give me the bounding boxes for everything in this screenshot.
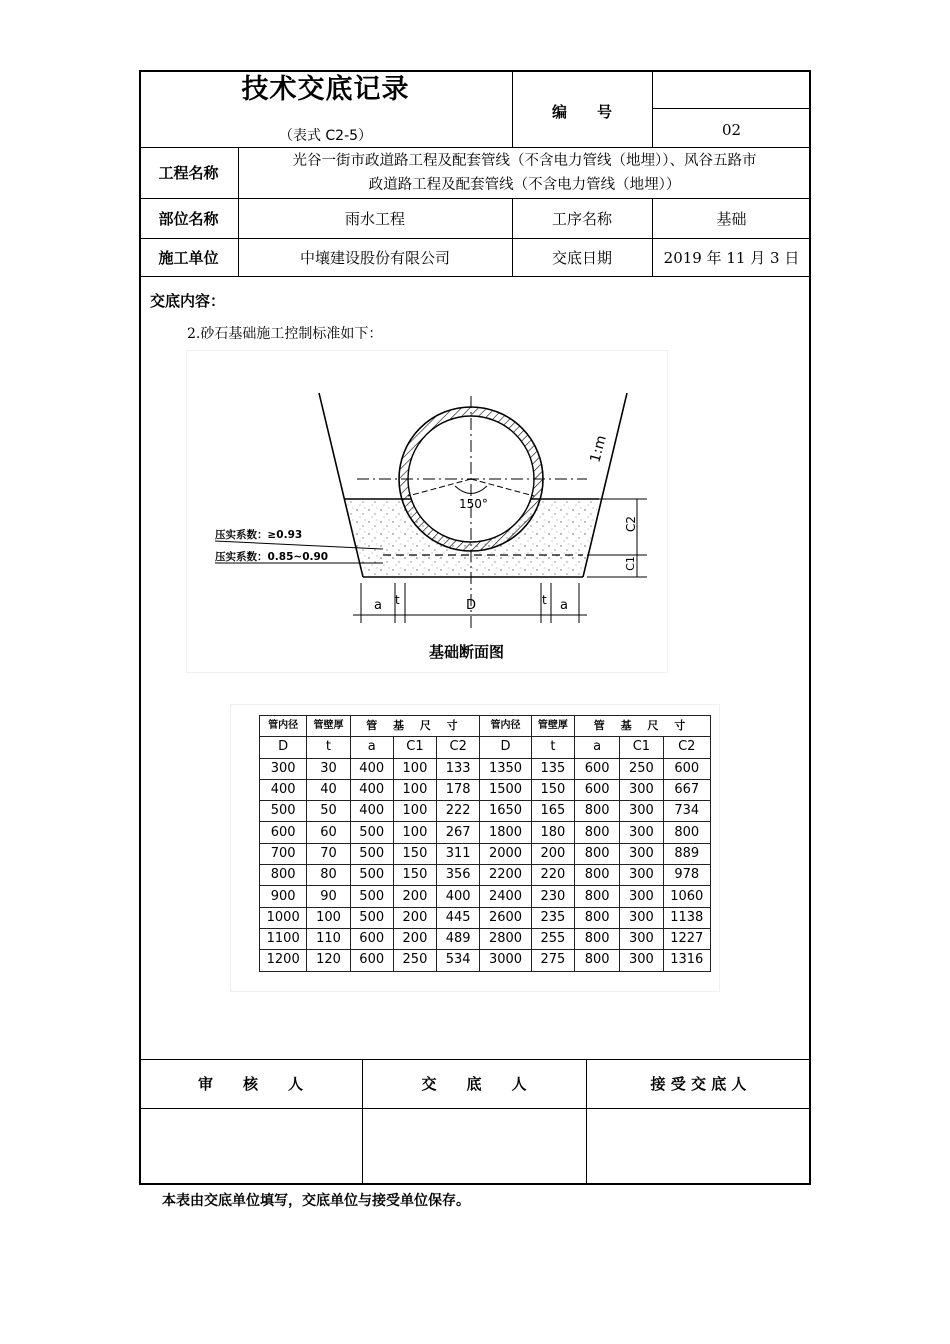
table-cell: 180 bbox=[531, 822, 574, 843]
sub-header: C2 bbox=[663, 737, 710, 758]
dim-c2-label: C2 bbox=[624, 515, 639, 533]
table-cell: 800 bbox=[575, 843, 620, 864]
table-cell: 200 bbox=[531, 843, 574, 864]
table-row bbox=[260, 886, 711, 907]
table-cell: 300 bbox=[620, 886, 663, 907]
col-header-inner-right: 管内径 bbox=[480, 716, 531, 737]
table-cell: 222 bbox=[437, 801, 480, 822]
table-cell: 300 bbox=[620, 928, 663, 949]
grid-line bbox=[139, 276, 811, 277]
pipe-base-table bbox=[259, 715, 711, 972]
pipe-base-table-figure bbox=[230, 704, 720, 992]
form-code: （表式 C2-5） bbox=[278, 128, 373, 144]
table-cell: 400 bbox=[260, 779, 307, 800]
table-cell: 250 bbox=[393, 950, 436, 971]
table-cell: 800 bbox=[575, 822, 620, 843]
col-header-base-left: 管 基 尺 寸 bbox=[350, 716, 480, 737]
page-title: 技术交底记录 bbox=[241, 74, 410, 105]
col-header-base-right: 管 基 尺 寸 bbox=[575, 716, 711, 737]
diagram-caption: 基础断面图 bbox=[429, 643, 505, 661]
table-cell: 500 bbox=[260, 801, 307, 822]
table-cell: 500 bbox=[350, 907, 393, 928]
table-cell: 2600 bbox=[480, 907, 531, 928]
dim-a-left-label: a bbox=[374, 598, 382, 613]
table-cell: 135 bbox=[531, 758, 574, 779]
sub-header: t bbox=[531, 737, 574, 758]
table-cell: 300 bbox=[620, 801, 663, 822]
table-cell: 400 bbox=[350, 779, 393, 800]
table-cell: 150 bbox=[393, 843, 436, 864]
date-label: 交底日期 bbox=[551, 248, 612, 267]
table-cell: 2200 bbox=[480, 865, 531, 886]
table-cell: 100 bbox=[393, 822, 436, 843]
table-cell: 250 bbox=[620, 758, 663, 779]
table-cell: 165 bbox=[531, 801, 574, 822]
table-cell: 70 bbox=[307, 843, 350, 864]
dim-t-left-label: t bbox=[395, 593, 400, 607]
sub-header: C2 bbox=[437, 737, 480, 758]
table-cell: 50 bbox=[307, 801, 350, 822]
part-value: 雨水工程 bbox=[344, 209, 405, 228]
project-name-line2: 政道路工程及配套管线（不含电力管线（地埋）） bbox=[368, 177, 681, 193]
table-cell: 80 bbox=[307, 865, 350, 886]
footer-note: 本表由交底单位填写，交底单位与接受单位保存。 bbox=[162, 1193, 470, 1209]
number-label: 编 号 bbox=[551, 103, 612, 121]
table-row bbox=[260, 779, 711, 800]
sub-header: a bbox=[350, 737, 393, 758]
discloser-signature-area[interactable] bbox=[363, 1109, 585, 1183]
table-cell: 600 bbox=[575, 779, 620, 800]
table-cell: 667 bbox=[663, 779, 710, 800]
table-cell: 30 bbox=[307, 758, 350, 779]
table-cell: 150 bbox=[531, 779, 574, 800]
table-row bbox=[260, 950, 711, 971]
project-label: 工程名称 bbox=[158, 164, 219, 182]
table-cell: 978 bbox=[663, 865, 710, 886]
table-cell: 800 bbox=[260, 865, 307, 886]
table-cell: 1227 bbox=[663, 928, 710, 949]
table-cell: 200 bbox=[393, 886, 436, 907]
table-cell: 400 bbox=[437, 886, 480, 907]
dim-d-label: D bbox=[466, 598, 477, 613]
dim-a-right-label: a bbox=[560, 598, 568, 613]
table-cell: 3000 bbox=[480, 950, 531, 971]
table-row bbox=[260, 843, 711, 864]
table-cell: 300 bbox=[620, 822, 663, 843]
table-cell: 400 bbox=[350, 758, 393, 779]
table-cell: 1650 bbox=[480, 801, 531, 822]
dim-t-right-label: t bbox=[542, 593, 547, 607]
reviewer-label: 审 核 人 bbox=[197, 1075, 303, 1093]
table-cell: 90 bbox=[307, 886, 350, 907]
table-cell: 500 bbox=[350, 822, 393, 843]
slope-label: 1:m bbox=[587, 433, 610, 465]
table-cell: 311 bbox=[437, 843, 480, 864]
table-cell: 445 bbox=[437, 907, 480, 928]
angle-label: 150° bbox=[459, 497, 488, 511]
table-cell: 600 bbox=[575, 758, 620, 779]
table-cell: 60 bbox=[307, 822, 350, 843]
table-cell: 600 bbox=[260, 822, 307, 843]
table-cell: 200 bbox=[393, 907, 436, 928]
table-cell: 800 bbox=[663, 822, 710, 843]
table-cell: 400 bbox=[350, 801, 393, 822]
table-cell: 600 bbox=[350, 928, 393, 949]
table-cell: 300 bbox=[620, 865, 663, 886]
table-cell: 120 bbox=[307, 950, 350, 971]
number-value: 02 bbox=[721, 121, 742, 139]
table-cell: 275 bbox=[531, 950, 574, 971]
table-cell: 1350 bbox=[480, 758, 531, 779]
table-cell: 1100 bbox=[260, 928, 307, 949]
table-cell: 800 bbox=[575, 928, 620, 949]
table-cell: 734 bbox=[663, 801, 710, 822]
sub-header: a bbox=[575, 737, 620, 758]
col-header-wall-left: 管壁厚 bbox=[307, 716, 350, 737]
table-cell: 100 bbox=[393, 801, 436, 822]
table-cell: 235 bbox=[531, 907, 574, 928]
col-header-inner-left: 管内径 bbox=[260, 716, 307, 737]
sub-header: t bbox=[307, 737, 350, 758]
sub-header: D bbox=[260, 737, 307, 758]
discloser-label: 交 底 人 bbox=[421, 1075, 527, 1093]
table-row bbox=[260, 928, 711, 949]
table-cell: 700 bbox=[260, 843, 307, 864]
table-cell: 2000 bbox=[480, 843, 531, 864]
table-cell: 2800 bbox=[480, 928, 531, 949]
date-value: 2019 年 11 月 3 日 bbox=[663, 248, 800, 267]
table-cell: 900 bbox=[260, 886, 307, 907]
table-cell: 300 bbox=[620, 779, 663, 800]
table-cell: 500 bbox=[350, 865, 393, 886]
receiver-signature-area[interactable] bbox=[587, 1109, 809, 1183]
table-cell: 100 bbox=[393, 779, 436, 800]
content-item: 2.砂石基础施工控制标准如下： bbox=[187, 326, 383, 342]
table-cell: 1800 bbox=[480, 822, 531, 843]
table-cell: 300 bbox=[620, 843, 663, 864]
table-cell: 100 bbox=[393, 758, 436, 779]
table-cell: 1060 bbox=[663, 886, 710, 907]
unit-value: 中壤建设股份有限公司 bbox=[299, 248, 450, 267]
table-cell: 133 bbox=[437, 758, 480, 779]
table-cell: 300 bbox=[620, 950, 663, 971]
grid-line bbox=[652, 108, 811, 109]
table-cell: 255 bbox=[531, 928, 574, 949]
table-cell: 100 bbox=[307, 907, 350, 928]
table-cell: 500 bbox=[350, 886, 393, 907]
table-cell: 600 bbox=[663, 758, 710, 779]
table-cell: 110 bbox=[307, 928, 350, 949]
table-row bbox=[260, 822, 711, 843]
reviewer-signature-area[interactable] bbox=[141, 1109, 361, 1183]
col-header-wall-right: 管壁厚 bbox=[531, 716, 574, 737]
table-cell: 150 bbox=[393, 865, 436, 886]
table-row bbox=[260, 801, 711, 822]
foundation-diagram bbox=[186, 350, 668, 673]
process-label: 工序名称 bbox=[551, 209, 612, 228]
sub-header: C1 bbox=[620, 737, 663, 758]
receiver-label: 接 受 交 底 人 bbox=[650, 1075, 747, 1093]
table-cell: 1138 bbox=[663, 907, 710, 928]
part-label: 部位名称 bbox=[158, 209, 219, 228]
foundation-section-drawing bbox=[187, 351, 667, 672]
table-cell: 534 bbox=[437, 950, 480, 971]
compaction-upper-label: 压实系数：≥0.93 bbox=[215, 529, 303, 541]
table-cell: 40 bbox=[307, 779, 350, 800]
table-cell: 356 bbox=[437, 865, 480, 886]
table-cell: 500 bbox=[350, 843, 393, 864]
table-cell: 267 bbox=[437, 822, 480, 843]
table-cell: 1000 bbox=[260, 907, 307, 928]
table-cell: 178 bbox=[437, 779, 480, 800]
table-cell: 600 bbox=[350, 950, 393, 971]
compaction-lower-label: 压实系数：0.85~0.90 bbox=[215, 551, 329, 563]
sub-header: C1 bbox=[393, 737, 436, 758]
table-cell: 1316 bbox=[663, 950, 710, 971]
table-cell: 220 bbox=[531, 865, 574, 886]
table-cell: 489 bbox=[437, 928, 480, 949]
table-cell: 300 bbox=[260, 758, 307, 779]
table-cell: 2400 bbox=[480, 886, 531, 907]
project-name-line1: 光谷一街市政道路工程及配套管线（不含电力管线（地埋））、风谷五路市 bbox=[292, 153, 757, 169]
table-cell: 800 bbox=[575, 907, 620, 928]
sub-header: D bbox=[480, 737, 531, 758]
dim-c1-label: C1 bbox=[623, 556, 637, 571]
table-row bbox=[260, 758, 711, 779]
table-cell: 800 bbox=[575, 886, 620, 907]
table-cell: 200 bbox=[393, 928, 436, 949]
table-cell: 800 bbox=[575, 865, 620, 886]
table-cell: 889 bbox=[663, 843, 710, 864]
table-cell: 230 bbox=[531, 886, 574, 907]
table-cell: 800 bbox=[575, 950, 620, 971]
content-label: 交底内容： bbox=[150, 292, 226, 310]
table-cell: 800 bbox=[575, 801, 620, 822]
table-cell: 1200 bbox=[260, 950, 307, 971]
table-cell: 1500 bbox=[480, 779, 531, 800]
unit-label: 施工单位 bbox=[158, 248, 219, 267]
table-row bbox=[260, 907, 711, 928]
table-cell: 300 bbox=[620, 907, 663, 928]
table-row bbox=[260, 865, 711, 886]
process-value: 基础 bbox=[716, 209, 747, 228]
